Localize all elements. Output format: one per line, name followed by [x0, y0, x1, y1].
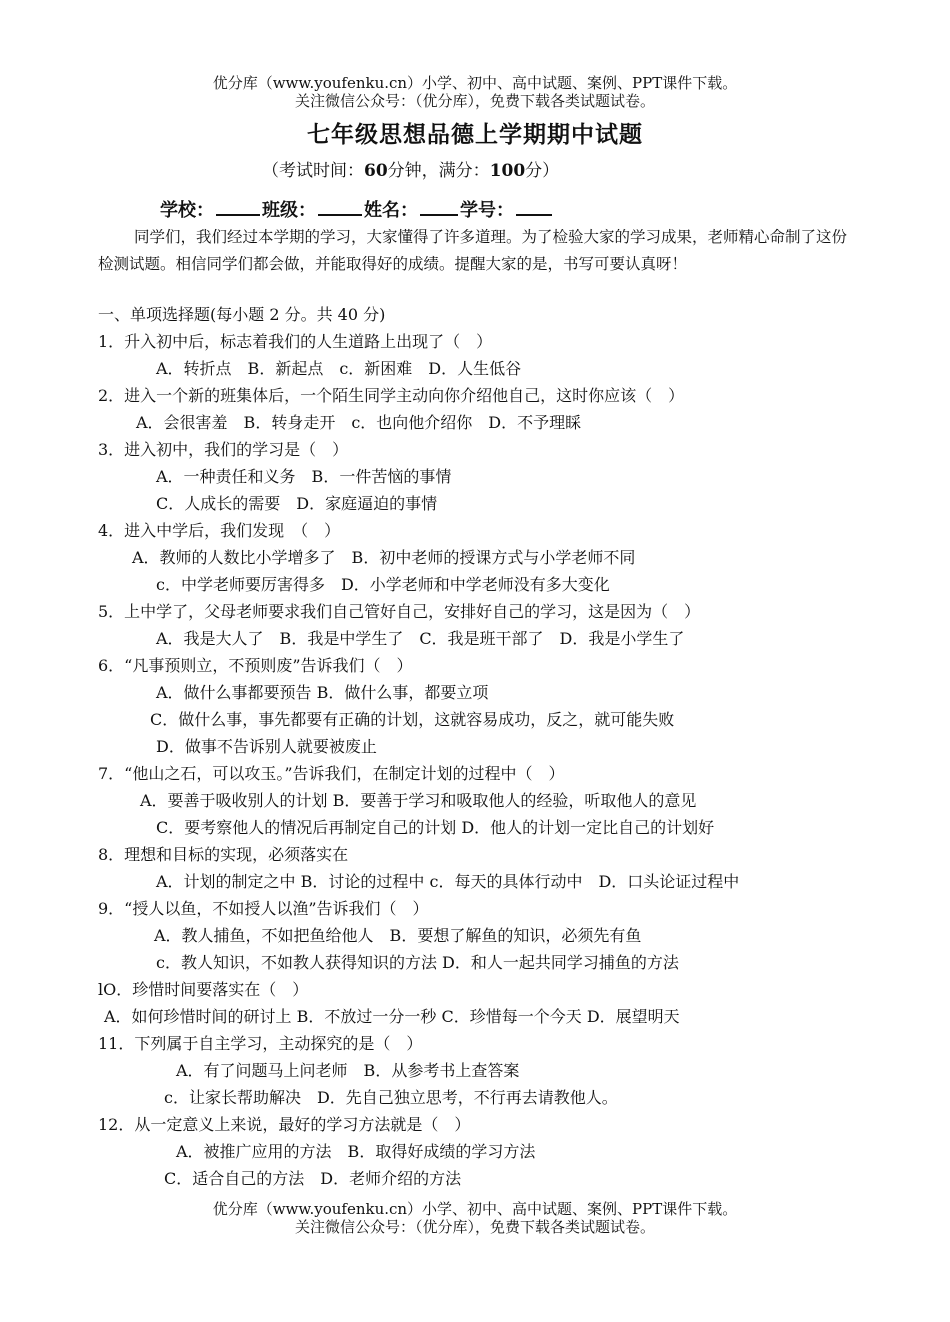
subtitle-suffix: 分） [525, 161, 560, 181]
intro-paragraph: 同学们，我们经过本学期的学习，大家懂得了许多道理。为了检验大家的学习成果，老师精心命制了这份检测试题。相信同学们都会做，并能取得好的成绩。提醒大家的是，书写可要认真呀！ [98, 228, 848, 273]
exam-subtitle [262, 156, 559, 181]
question-2: 2．进入一个新的班集体后，一个陌生同学主动向你介绍他自己，这时你应该（ ） [98, 386, 685, 405]
question-12: 12．从一定意义上来说，最好的学习方法就是（ ） [98, 1115, 471, 1134]
page-header [0, 74, 950, 110]
question-11-options-a: A．有了问题马上问老师 B．从参考书上查答案 [176, 1061, 520, 1080]
name-blank[interactable] [420, 196, 458, 216]
question-4: 4．进入中学后，我们发现 （ ） [98, 521, 341, 540]
question-10: lO．珍惜时间要落实在（ ） [98, 980, 309, 999]
school-label: 学校： [160, 200, 214, 221]
name-label: 姓名： [364, 200, 418, 221]
question-11-options-b: c．让家长帮助解决 D．先自己独立思考，不行再去请教他人。 [164, 1088, 618, 1107]
school-blank[interactable] [216, 196, 260, 216]
exam-time: 60 [364, 161, 388, 181]
subtitle-middle: 分钟，满分： [387, 161, 490, 181]
question-9-options-a: A．教人捕鱼，不如把鱼给他人 B．要想了解鱼的知识，必须先有鱼 [154, 926, 642, 945]
question-4-options-a: A．教师的人数比小学增多了 B．初中老师的授课方式与小学老师不同 [132, 548, 636, 567]
section-title: 一、单项选择题(每小题 2 分。共 40 分) [98, 305, 386, 324]
question-12-options-a: A．被推广应用的方法 B．取得好成绩的学习方法 [176, 1142, 536, 1161]
header-line-2: 关注微信公众号：（优分库），免费下载各类试题试卷。 [294, 92, 655, 110]
class-label: 班级： [262, 200, 316, 221]
question-5: 5．上中学了，父母老师要求我们自己管好自己，安排好自己的学习，这是因为（ ） [98, 602, 701, 621]
header-line-1: 优分库（www.youfenku.cn）小学、初中、高中试题、案例、PPT课件下载。 [212, 74, 738, 92]
question-11: 11．下列属于自主学习，主动探究的是（ ） [98, 1034, 423, 1053]
question-12-options-b: C．适合自己的方法 D．老师介绍的方法 [164, 1169, 462, 1188]
question-9: 9．“授人以鱼，不如授人以渔”告诉我们（ ） [98, 899, 429, 918]
question-3-options-a: A．一种责任和义务 B．一件苦恼的事情 [156, 467, 452, 486]
page-title: 七年级思想品德上学期期中试题 [307, 121, 643, 148]
question-10-options: A．如何珍惜时间的研讨上 B．不放过一分一秒 C．珍惜每一个今天 D．展望明天 [104, 1007, 680, 1026]
question-8-options: A．计划的制定之中 B．讨论的过程中 c．每天的具体行动中 D．口头论证过程中 [156, 872, 740, 891]
footer-line-1: 优分库（www.youfenku.cn）小学、初中、高中试题、案例、PPT课件下载。 [212, 1200, 738, 1218]
question-1-options: A．转折点 B．新起点 c．新困难 D．人生低谷 [156, 359, 522, 378]
question-2-options: A．会很害羞 B．转身走开 c．也向他介绍你 D．不予理睬 [136, 413, 582, 432]
exam-score: 100 [489, 161, 526, 181]
question-6-options-a: A．做什么事都要预告 B．做什么事，都要立项 [156, 683, 489, 702]
question-4-options-b: c．中学老师要厉害得多 D．小学老师和中学老师没有多大变化 [156, 575, 610, 594]
subtitle-prefix: （考试时间： [262, 161, 364, 181]
question-6: 6．“凡事预则立，不预则废”告诉我们（ ） [98, 656, 413, 675]
number-label: 学号： [460, 200, 514, 221]
question-9-options-b: c．教人知识，不如教人获得知识的方法 D．和人一起共同学习捕鱼的方法 [156, 953, 679, 972]
question-6-options-c: D．做事不告诉别人就要被废止 [156, 737, 377, 756]
question-7-options-b: C．要考察他人的情况后再制定自己的计划 D．他人的计划一定比自己的计划好 [156, 818, 715, 837]
class-blank[interactable] [318, 196, 362, 216]
question-3: 3．进入初中，我们的学习是（ ） [98, 440, 349, 459]
question-7-options-a: A．要善于吸收别人的计划 B．要善于学习和吸取他人的经验，听取他人的意见 [140, 791, 697, 810]
question-8: 8．理想和目标的实现，必须落实在 [98, 845, 349, 864]
number-blank[interactable] [516, 196, 552, 216]
question-7: 7．“他山之石，可以攻玉。”告诉我们，在制定计划的过程中（ ） [98, 764, 565, 783]
footer-line-2: 关注微信公众号：（优分库），免费下载各类试题试卷。 [294, 1218, 655, 1236]
question-6-options-b: C．做什么事，事先都要有正确的计划，这就容易成功，反之，就可能失败 [150, 710, 675, 729]
question-1: 1．升入初中后，标志着我们的人生道路上出现了（ ） [98, 332, 493, 351]
student-info-row [160, 196, 554, 222]
question-5-options: A．我是大人了 B．我是中学生了 C．我是班干部了 D．我是小学生了 [156, 629, 685, 648]
question-3-options-b: C．人成长的需要 D．家庭逼迫的事情 [156, 494, 438, 513]
page-footer [0, 1200, 950, 1236]
